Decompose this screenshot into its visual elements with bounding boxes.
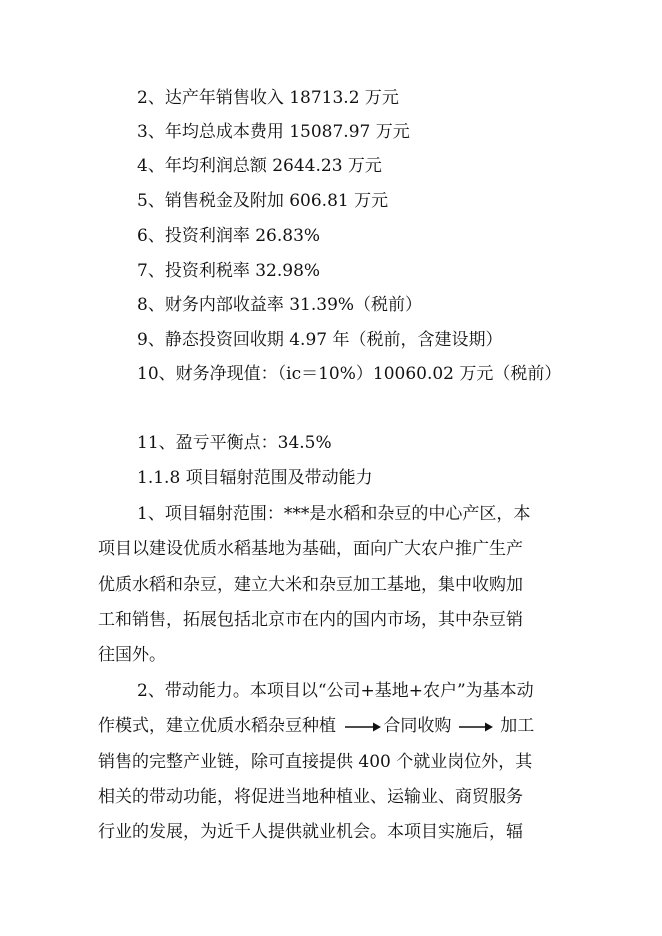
indicator-breakeven: 11、盈亏平衡点：34.5%	[137, 433, 332, 453]
section-title: 1.1.8 项目辐射范围及带动能力	[137, 468, 373, 488]
para2-line: 2、带动能力。本项目以“公司+基地+农户”为基本动	[137, 681, 534, 701]
indicator-tax-rate: 7、投资利税率 32.98%	[137, 261, 321, 281]
para1-line: 工和销售，拓展包括北京市在内的国内市场，其中杂豆销	[98, 610, 523, 630]
indicator-roi: 6、投资利润率 26.83%	[137, 226, 321, 246]
indicator-total-cost: 3、年均总成本费用 15087.97 万元	[137, 122, 410, 142]
para1-line: 往国外。	[98, 645, 166, 665]
para2-line: 销售的完整产业链，除可直接提供 400 个就业岗位外，其	[98, 752, 533, 772]
flow-text-planting: 作模式，建立优质水稻杂豆种植	[98, 716, 336, 736]
indicator-irr: 8、财务内部收益率 31.39%（税前）	[137, 295, 423, 315]
indicator-sales-tax: 5、销售税金及附加 606.81 万元	[137, 191, 389, 211]
indicator-total-profit: 4、年均利润总额 2644.23 万元	[137, 156, 382, 176]
para2-line: 相关的带动功能，将促进当地种植业、运输业、商贸服务	[98, 787, 523, 807]
indicator-npv: 10、财务净现值：（ic＝10%）10060.02 万元（税前）	[137, 364, 562, 384]
para2-line: 行业的发展，为近千人提供就业机会。本项目实施后，辐	[98, 822, 523, 842]
flow-text-processing: 加工	[500, 716, 535, 736]
para1-line: 项目以建设优质水稻基地为基础，面向广大农户推广生产	[98, 539, 523, 559]
para2-flow-line	[98, 718, 534, 735]
para1-line: 优质水稻和杂豆，建立大米和杂豆加工基地，集中收购加	[98, 575, 523, 595]
indicator-sales-revenue: 2、达产年销售收入 18713.2 万元	[137, 88, 399, 108]
arrow-right-icon	[341, 720, 383, 734]
arrow-right-icon	[457, 720, 495, 734]
indicator-payback: 9、静态投资回收期 4.97 年（税前，含建设期）	[137, 330, 503, 350]
para1-line: 1、项目辐射范围：***是水稻和杂豆的中心产区，本	[137, 504, 531, 524]
flow-text-purchase: 合同收购	[383, 716, 452, 736]
